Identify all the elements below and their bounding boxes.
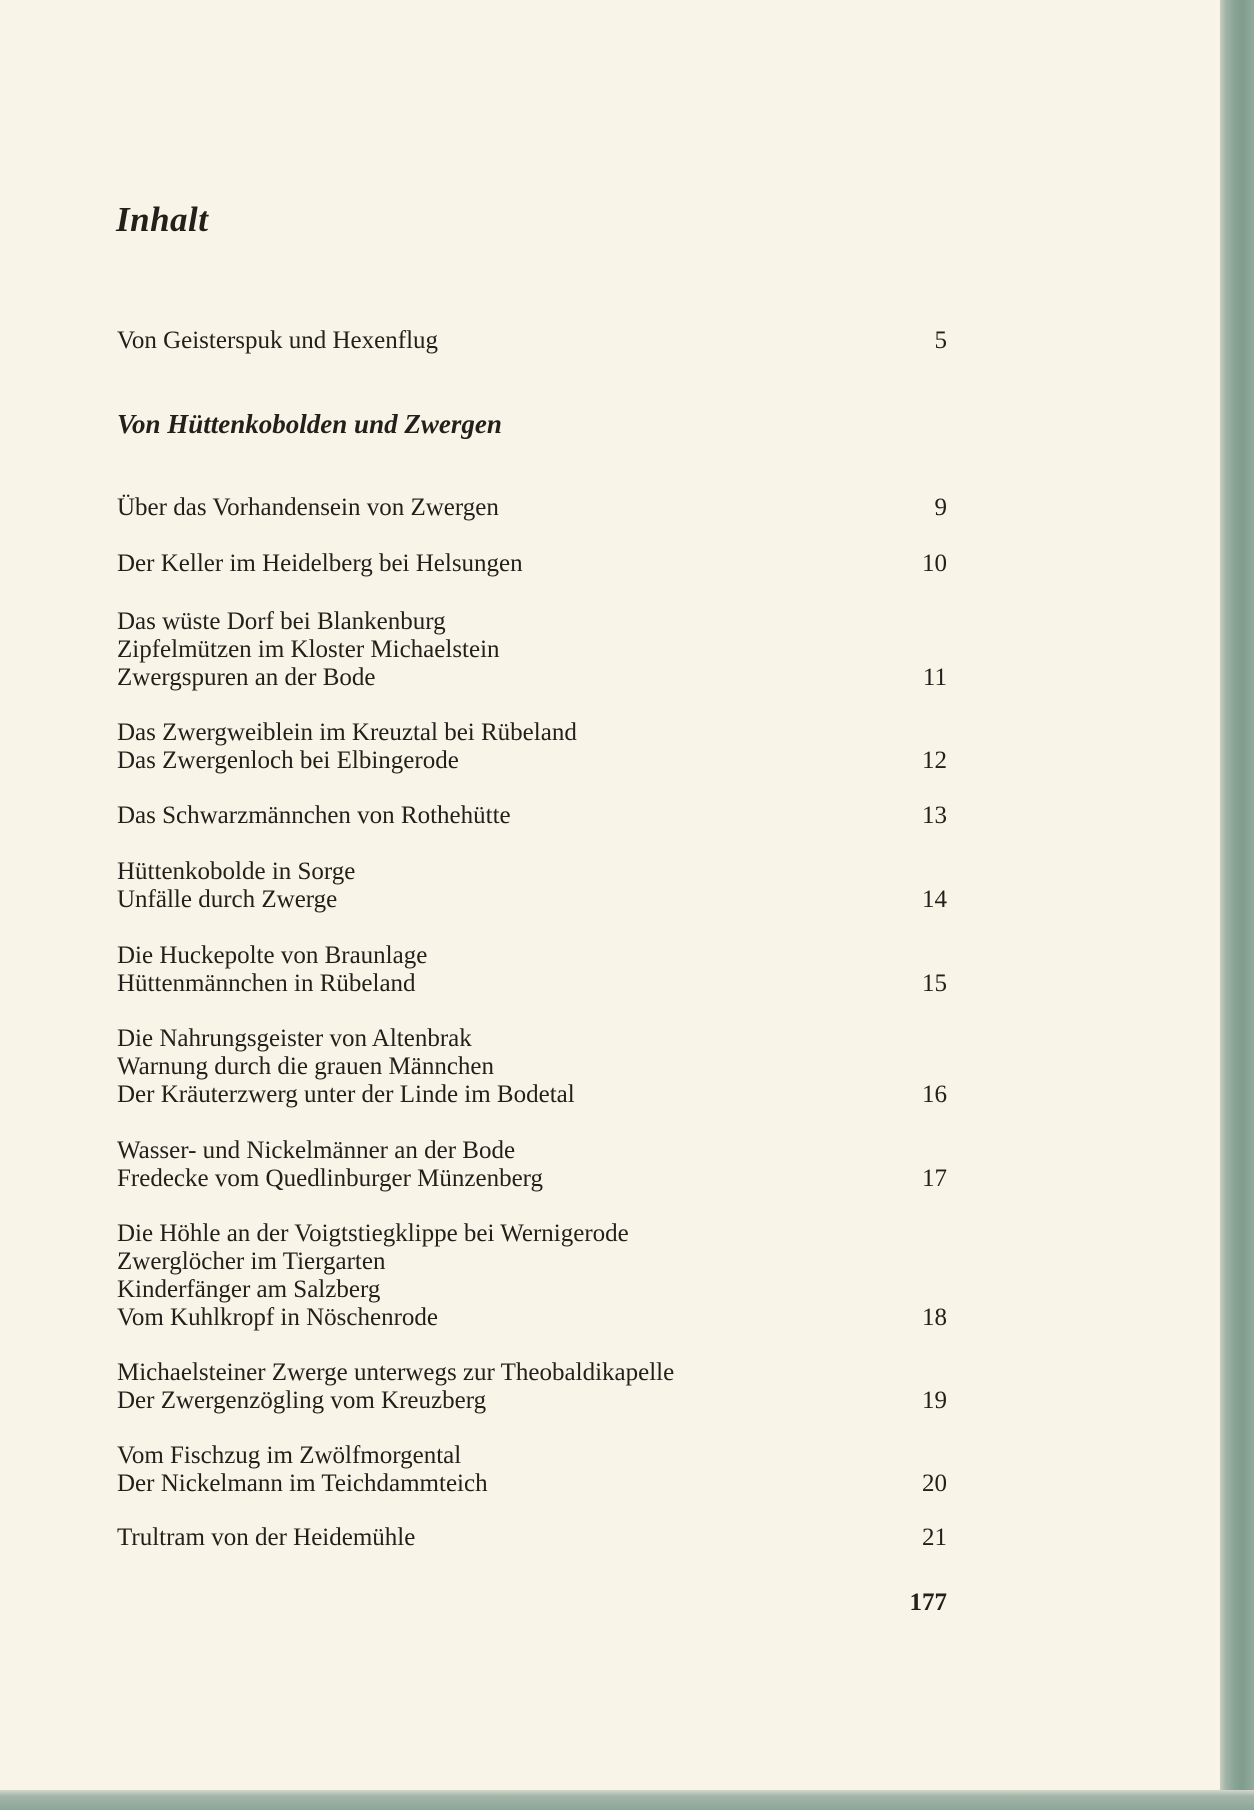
toc-entry-title: Hüttenkobolde in Sorge — [117, 858, 356, 885]
toc-entry — [117, 1137, 947, 1193]
toc-entry-title: Über das Vorhandensein von Zwergen — [117, 494, 499, 521]
toc-entry-title: Zipfelmützen im Kloster Michaelstein — [117, 636, 500, 663]
toc-entry-title: Zwerglöcher im Tiergarten — [117, 1248, 386, 1275]
toc-entry-title: Das Schwarzmännchen von Rothehütte — [117, 802, 511, 829]
toc-page-number: 10 — [922, 550, 947, 577]
toc-page-number: 9 — [934, 494, 947, 521]
toc-entry — [117, 608, 947, 692]
toc-page-number: 21 — [922, 1524, 947, 1551]
toc-entry-title: Der Zwergenzögling vom Kreuzberg — [117, 1387, 487, 1414]
contents-heading: Inhalt — [116, 200, 209, 239]
toc-entry-title: Warnung durch die grauen Männchen — [117, 1053, 495, 1080]
toc-entry — [117, 1524, 947, 1552]
toc-entry-title: Zwergspuren an der Bode — [117, 664, 376, 691]
toc-entry-title: Die Höhle an der Voigtstiegklippe bei Wernigerode — [117, 1220, 629, 1247]
toc-entry-title: Kinderfänger am Salzberg — [117, 1276, 381, 1303]
toc-entry-title: Vom Kuhlkropf in Nöschenrode — [117, 1304, 439, 1331]
toc-page-number: 13 — [922, 802, 947, 829]
toc-entry-title: Die Nahrungsgeister von Altenbrak — [117, 1025, 472, 1052]
toc-page-number: 15 — [922, 970, 947, 997]
toc-entry-title: Von Geisterspuk und Hexenflug — [117, 327, 439, 354]
toc-entry — [117, 1025, 947, 1109]
toc-entry-title: Trultram von der Heidemühle — [117, 1524, 416, 1551]
toc-entry-title: Die Huckepolte von Braunlage — [117, 942, 428, 969]
toc-entry-title: Wasser- und Nickelmänner an der Bode — [117, 1137, 516, 1164]
toc-page-number: 5 — [934, 327, 947, 354]
toc-entry — [117, 858, 947, 914]
toc-entry — [117, 1220, 947, 1332]
toc-entry-title: Michaelsteiner Zwerge unterwegs zur Theobaldikapelle — [117, 1359, 675, 1386]
toc-entry — [117, 802, 947, 830]
toc-entry-intro — [117, 327, 947, 355]
toc-entry — [117, 942, 947, 998]
section-title: Von Hüttenkobolden und Zwergen — [117, 409, 502, 439]
toc-entry-title: Der Kräuterzwerg unter der Linde im Bodetal — [117, 1081, 575, 1108]
toc-page-number: 11 — [922, 664, 947, 691]
toc-page-number: 12 — [922, 747, 947, 774]
toc-page-number: 19 — [922, 1387, 947, 1414]
toc-entry-title: Vom Fischzug im Zwölfmorgental — [117, 1442, 462, 1469]
toc-entry — [117, 494, 947, 522]
toc-page-number: 20 — [922, 1470, 947, 1497]
toc-entry-title: Das Zwergenloch bei Elbingerode — [117, 747, 459, 774]
toc-entry — [117, 1359, 947, 1415]
toc-entry — [117, 719, 947, 775]
toc-entry-title: Der Nickelmann im Teichdammteich — [117, 1470, 488, 1497]
toc-entry-title: Der Keller im Heidelberg bei Helsungen — [117, 550, 523, 577]
toc-entry — [117, 550, 947, 578]
toc-page-number: 17 — [922, 1165, 947, 1192]
toc-page-number: 14 — [922, 886, 947, 913]
toc-entry-title: Das wüste Dorf bei Blankenburg — [117, 608, 446, 635]
page-number: 177 — [909, 1589, 947, 1616]
book-binding-bottom — [0, 1790, 1254, 1810]
toc-entry — [117, 1442, 947, 1498]
toc-entry-title: Fredecke vom Quedlinburger Münzenberg — [117, 1165, 544, 1192]
toc-page-number: 16 — [922, 1081, 947, 1108]
book-binding-edge — [1220, 0, 1254, 1810]
toc-entry-title: Unfälle durch Zwerge — [117, 886, 338, 913]
toc-entry-title: Hüttenmännchen in Rübeland — [117, 970, 416, 997]
toc-entry-title: Das Zwergweiblein im Kreuztal bei Rübeland — [117, 719, 577, 746]
toc-page-number: 18 — [922, 1304, 947, 1331]
